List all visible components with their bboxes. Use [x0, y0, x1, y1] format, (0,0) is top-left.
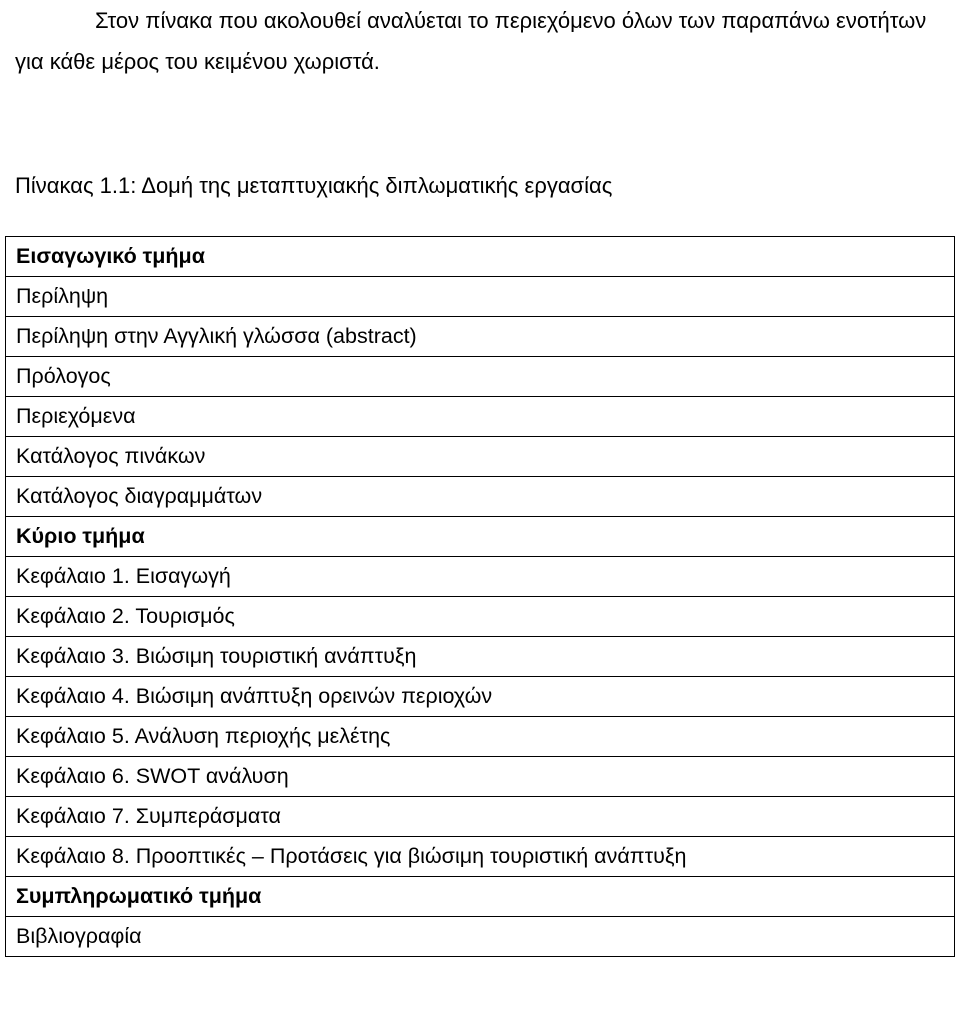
table-cell: Κεφάλαιο 7. Συμπεράσματα [6, 797, 955, 837]
table-row [6, 357, 955, 397]
table-caption: Πίνακας 1.1: Δομή της μεταπτυχιακής διπλωματικής εργασίας [15, 173, 613, 198]
table-row [6, 597, 955, 637]
table-cell: Κεφάλαιο 8. Προοπτικές – Προτάσεις για βιώσιμη τουριστική ανάπτυξη [6, 837, 955, 877]
table-cell: Περίληψη στην Αγγλική γλώσσα (abstract) [6, 317, 955, 357]
table-row [6, 637, 955, 677]
table-cell: Βιβλιογραφία [6, 917, 955, 957]
table-row [6, 477, 955, 517]
thesis-structure-table [5, 236, 955, 957]
table-cell: Περιεχόμενα [6, 397, 955, 437]
table-row [6, 757, 955, 797]
table-row [6, 237, 955, 277]
table-row [6, 437, 955, 477]
intro-paragraph: Στον πίνακα που ακολουθεί αναλύεται το περιεχόμενο όλων των παραπάνω ενοτήτων για κάθε μέρος του κειμένου χωριστά. [15, 8, 927, 74]
table-row [6, 317, 955, 357]
table-row [6, 917, 955, 957]
table-cell: Κεφάλαιο 1. Εισαγωγή [6, 557, 955, 597]
table-row [6, 397, 955, 437]
table-row [6, 557, 955, 597]
table-cell: Περίληψη [6, 277, 955, 317]
table-body [6, 237, 955, 957]
section-heading-cell: Κύριο τμήμα [6, 517, 955, 557]
table-cell: Κεφάλαιο 5. Ανάλυση περιοχής μελέτης [6, 717, 955, 757]
table-row [6, 277, 955, 317]
table-row [6, 677, 955, 717]
table-cell: Πρόλογος [6, 357, 955, 397]
table-cell: Κεφάλαιο 3. Βιώσιμη τουριστική ανάπτυξη [6, 637, 955, 677]
section-heading-cell: Συμπληρωματικό τμήμα [6, 877, 955, 917]
table-row [6, 877, 955, 917]
table-cell: Κεφάλαιο 4. Βιώσιμη ανάπτυξη ορεινών περιοχών [6, 677, 955, 717]
table-row [6, 517, 955, 557]
table-cell: Κατάλογος πινάκων [6, 437, 955, 477]
table-row [6, 717, 955, 757]
table-cell: Κεφάλαιο 2. Τουρισμός [6, 597, 955, 637]
table-row [6, 797, 955, 837]
table-cell: Κατάλογος διαγραμμάτων [6, 477, 955, 517]
table-cell: Κεφάλαιο 6. SWOT ανάλυση [6, 757, 955, 797]
table-row [6, 837, 955, 877]
section-heading-cell: Εισαγωγικό τμήμα [6, 237, 955, 277]
